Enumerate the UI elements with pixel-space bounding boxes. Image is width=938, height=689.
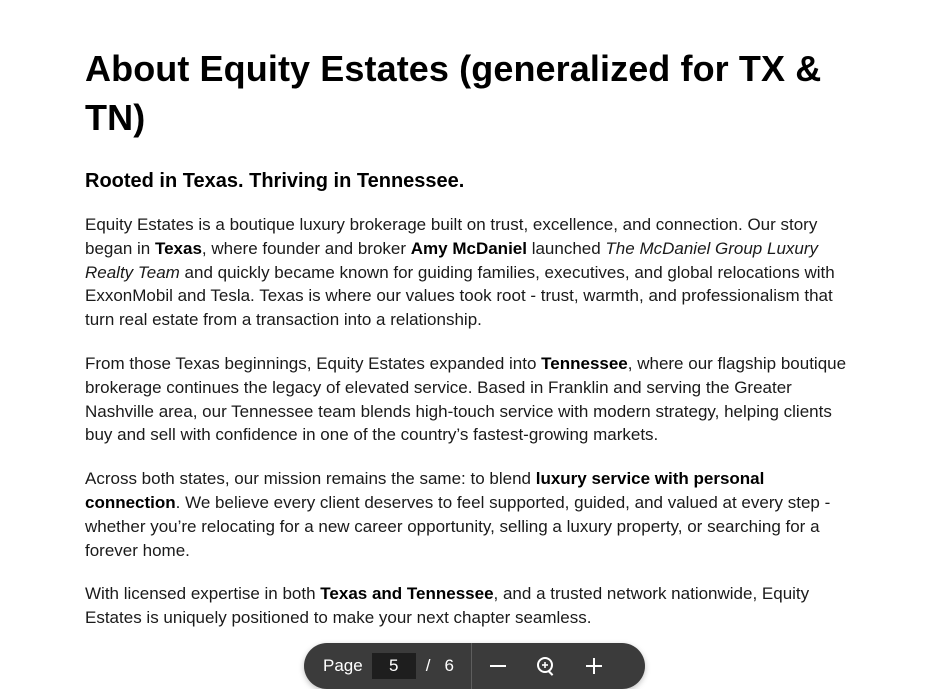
- italic-text-run: The McDaniel Group Luxury Realty Team: [85, 238, 819, 282]
- text-run: From those Texas beginnings, Equity Estates expanded into: [85, 353, 542, 373]
- zoom-fit-button[interactable]: [522, 643, 570, 689]
- page-separator: /: [425, 656, 431, 675]
- page-subtitle: Rooted in Texas. Thriving in Tennessee.: [85, 170, 465, 192]
- paragraph-3: [85, 467, 855, 562]
- bold-text-run: Tennessee: [541, 353, 628, 373]
- paragraph-1: [85, 213, 855, 332]
- text-run: launched: [526, 238, 606, 258]
- toolbar-divider: [471, 643, 472, 689]
- zoom-in-button[interactable]: [570, 643, 618, 689]
- bold-text-run: Amy McDaniel: [410, 238, 527, 258]
- text-run: and quickly became known for guiding families, executives, and global relocations with ExxonMobil and Tesla. Texas is where our values took root - trust, warmth, and professionalism that turn real estate from a transaction into a relationship.: [85, 262, 835, 330]
- page-indicator: [304, 643, 471, 689]
- text-run: Across both states, our mission remains the same: to blend: [85, 469, 536, 489]
- plus-icon: [584, 656, 604, 676]
- text-run: , and a trusted network nationwide, Equity Estates is uniquely positioned to make your next chapter seamless.: [85, 584, 810, 628]
- text-run: With licensed expertise in both: [85, 584, 321, 604]
- paragraph-4: [85, 582, 855, 630]
- total-pages: 6: [444, 656, 454, 675]
- page-title: About Equity Estates (generalized for TX & TN): [85, 48, 822, 138]
- page-number-input[interactable]: [372, 653, 416, 679]
- bold-text-run: luxury service with personal connection: [85, 469, 765, 512]
- minus-icon: [488, 656, 508, 676]
- text-run: Equity Estates is a boutique luxury brokerage built on trust, excellence, and connection. Our story began in: [85, 215, 818, 258]
- zoom-out-button[interactable]: [474, 643, 522, 689]
- text-run: , where our flagship boutique brokerage continues the legacy of elevated service. Based in Franklin and serving the Greater Nashville area, our Tennessee team blends high-touch service with modern strategy, helping clients buy and sell with confidence in one of the country’s fastest-growing markets.: [85, 353, 847, 445]
- page-label: Page: [323, 656, 363, 675]
- document-page: [85, 44, 855, 630]
- pdf-viewer-toolbar: [304, 643, 645, 689]
- text-run: . We believe every client deserves to feel supported, guided, and valued at every step - whether you’re relocating for a new career opportunity, selling a luxury property, or searching for a forever home.: [85, 492, 831, 560]
- bold-text-run: Texas and Tennessee: [320, 584, 494, 604]
- bold-text-run: Texas: [154, 238, 202, 258]
- text-run: , where founder and broker: [201, 238, 411, 258]
- paragraph-2: [85, 352, 855, 447]
